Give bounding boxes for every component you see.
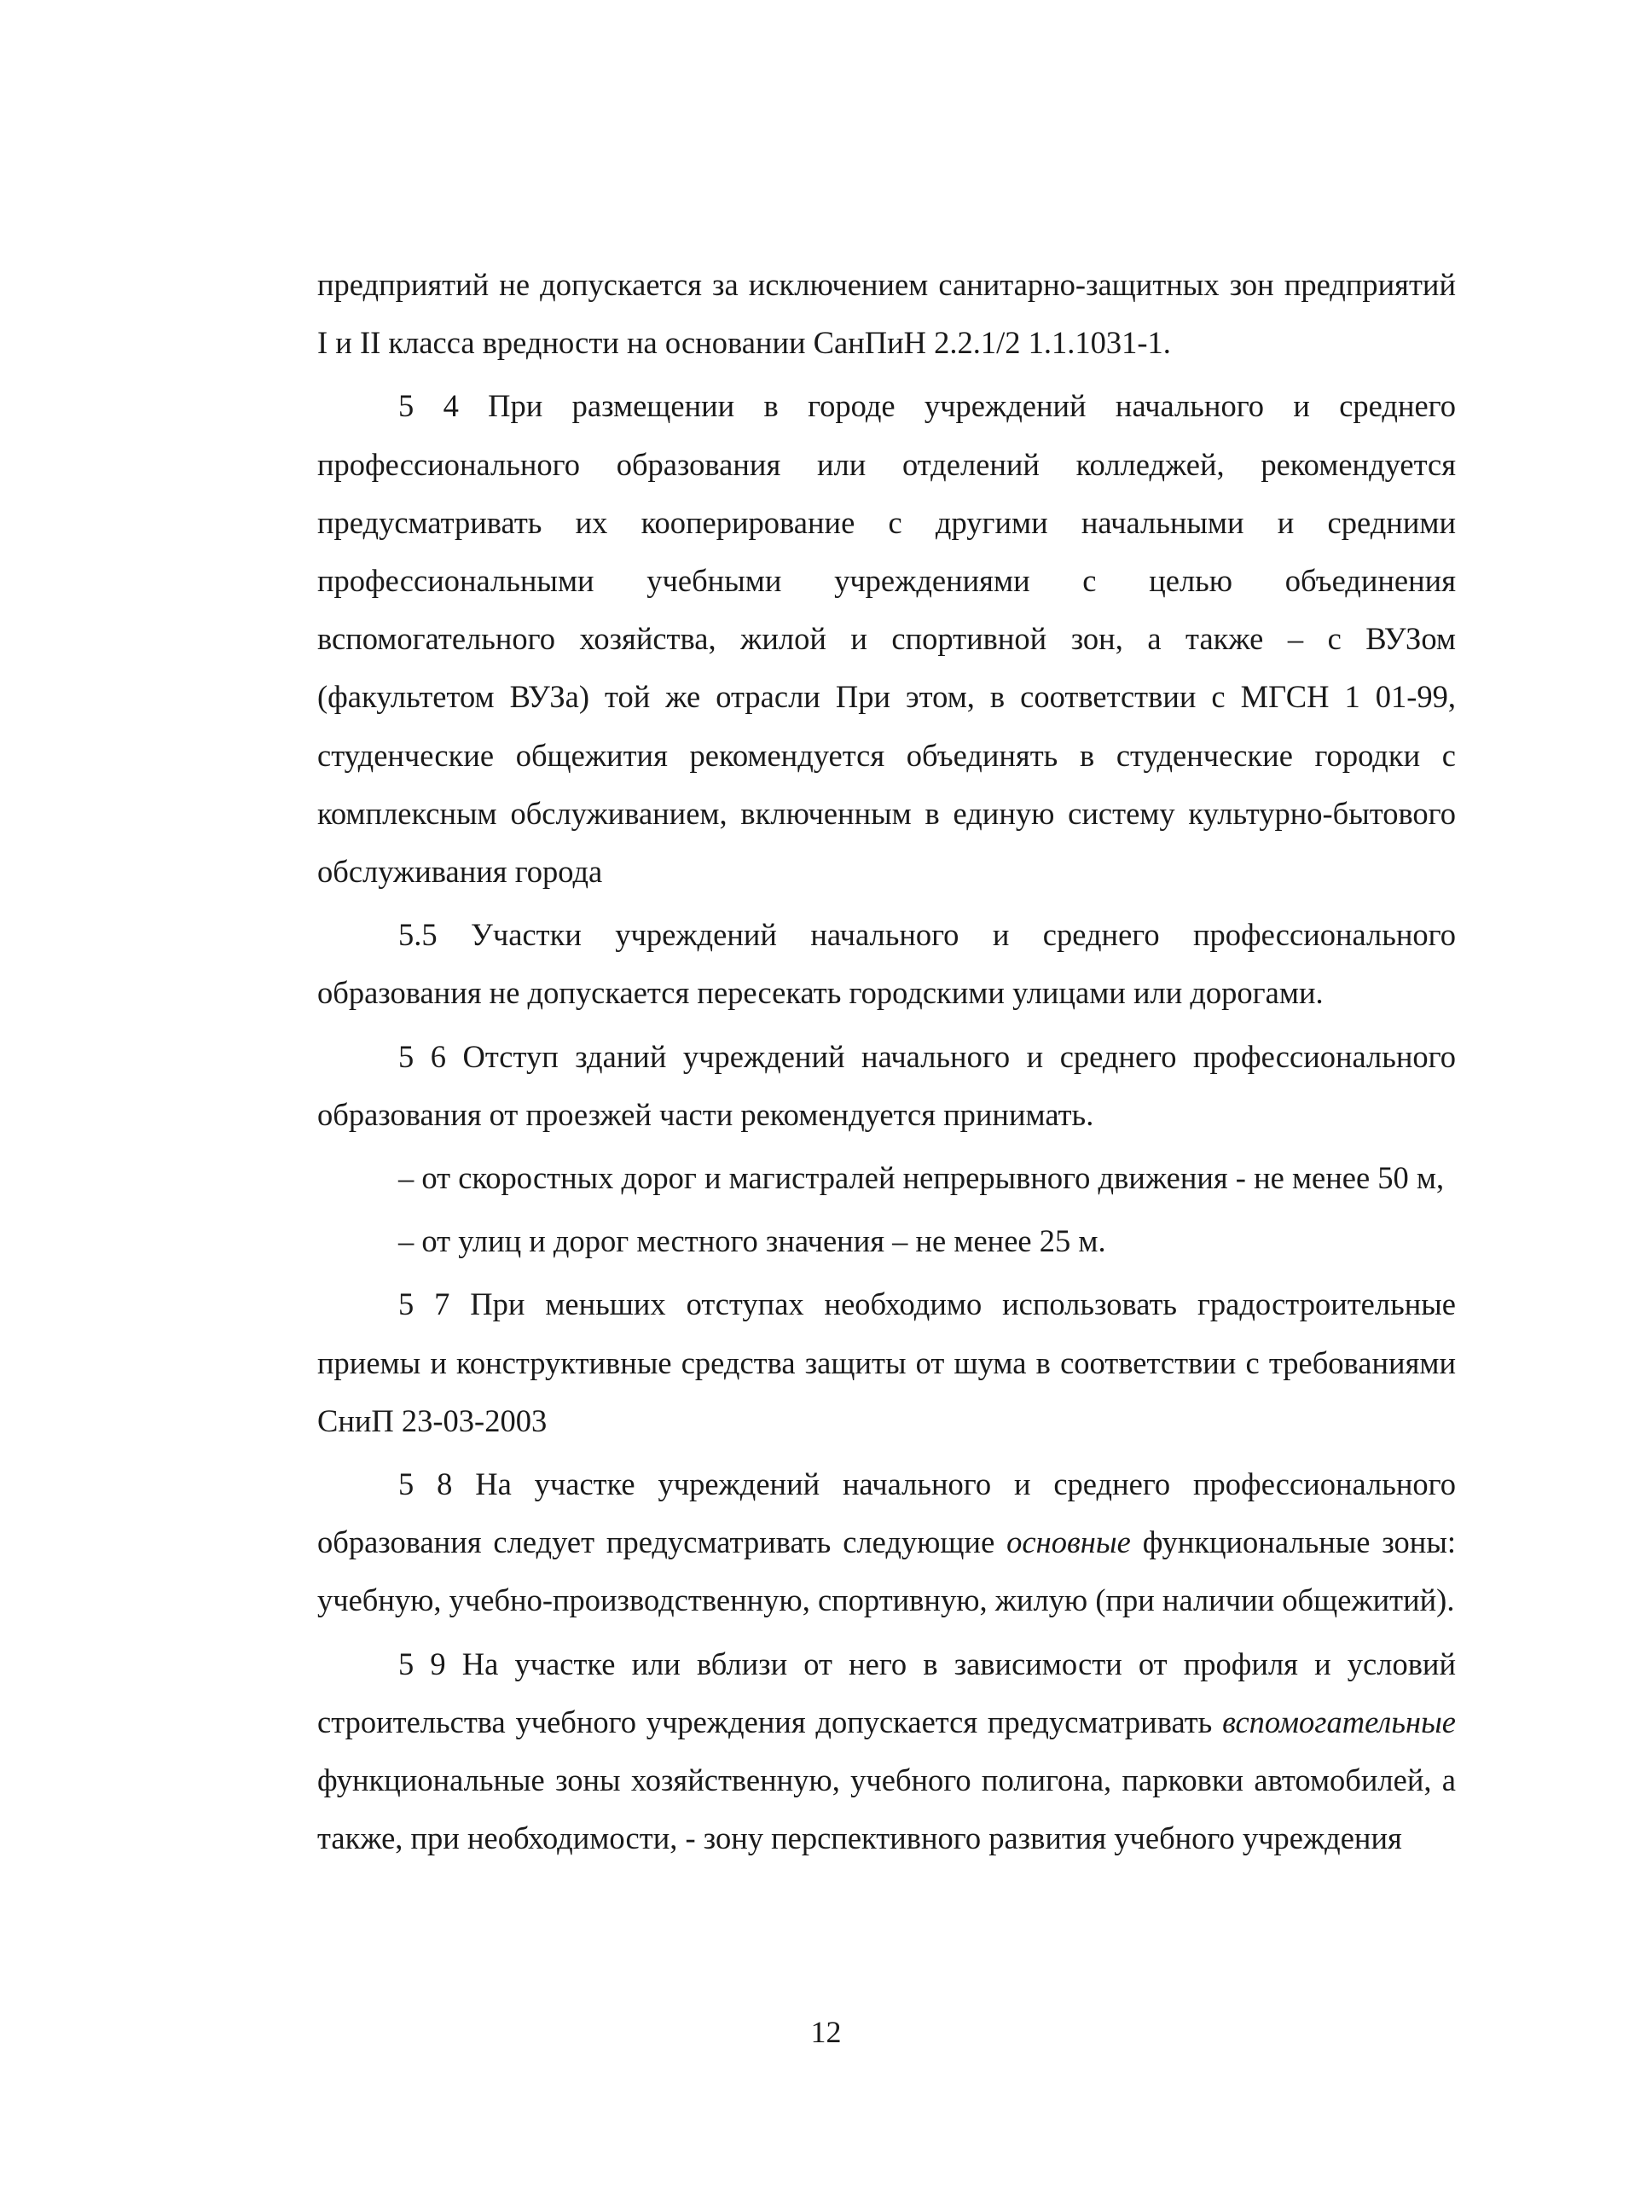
page-number: 12 [810,2015,842,2049]
paragraph-text: 5 4 При размещении в городе учреждений начального и среднего профессионального образования или отделений колледжей, рекомендуется предусматривать их кооперирование с другими начальными и средними профессиональными учебными учреждениями с целью объединения вспомогательного хозяйства, жилой и спортивной зон, а также – с ВУЗом (факультетом ВУЗа) той же отрасли При этом, в соответствии с МГСН 1 01-99, студенческие общежития рекомендуется объединять в студенческие городки с комплексным обслуживанием, включенным в единую систему культурно-бытового обслуживания города [317,388,1456,890]
paragraph-5-7 [317,1275,1456,1450]
paragraph-text: 5 7 При меньших отступах необходимо использовать градостроительные приемы и конструктивные средства защиты от шума в соответствии с требованиями СниП 23-03-2003 [317,1286,1456,1438]
paragraph-5-8 [317,1455,1456,1630]
list-item-expressways [317,1149,1456,1207]
paragraph-text: функциональные зоны: учебную, учебно-производственную, спортивную, жилую (при наличии общежитий). [317,1524,1456,1618]
list-item-text: – от скоростных дорог и магистралей непрерывного движения - не менее 50 м, [398,1160,1445,1196]
paragraph-5-9 [317,1635,1456,1868]
paragraph-text: 5 9 На участке или вблизи от него в зависимости от профиля и условий строительства учебного учреждения допускается предусматривать [317,1646,1456,1739]
list-item-local-streets [317,1212,1456,1270]
paragraph-5-5 [317,906,1456,1022]
paragraph-5-6 [317,1028,1456,1144]
list-item-text: – от улиц и дорог местного значения – не менее 25 м. [398,1223,1106,1259]
paragraph-text: предприятий не допускается за исключением санитарно-защитных зон предприятий I и II класса вредности на основании СанПиН 2.2.1/2 1.1.1031-1. [317,267,1456,361]
paragraph-text: 5 6 Отступ зданий учреждений начального и среднего профессионального образования от проезжей части рекомендуется принимать. [317,1038,1456,1132]
emphasis-text: основные [1006,1524,1131,1560]
paragraph-text: 5 8 На участке учреждений начального и среднего профессионального образования следует предусматривать следующие [317,1466,1456,1560]
emphasis-text: вспомогательные [1222,1704,1456,1739]
paragraph-continuation [317,256,1456,372]
body-text [317,256,1456,1867]
paragraph-5-4 [317,377,1456,901]
paragraph-text: функциональные зоны хозяйственную, учебного полигона, парковки автомобилей, а также, при необходимости, - зону перспективного развития учебного учреждения [317,1762,1456,1856]
paragraph-text: 5.5 Участки учреждений начального и среднего профессионального образования не допускается пересекать городскими улицами или дорогами. [317,917,1456,1011]
